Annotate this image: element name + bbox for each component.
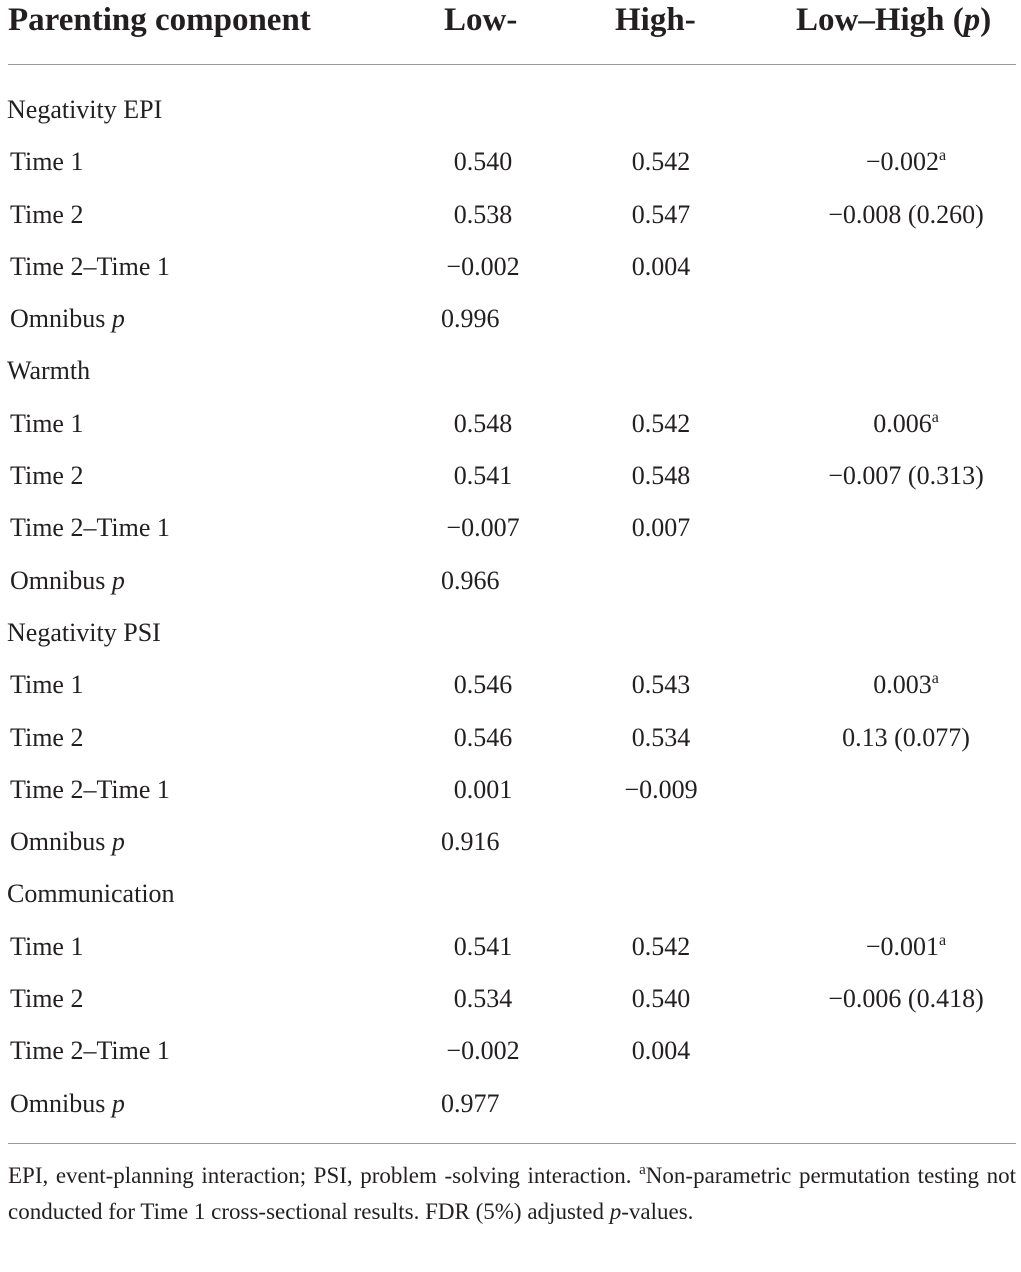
low-value: 0.534 [453, 984, 513, 1014]
low-value: 0.538 [453, 199, 513, 229]
omnibus-p-value: 0.996 [441, 304, 500, 334]
table-row [0, 189, 1021, 241]
low-high-difference [780, 136, 1021, 188]
low-value: 0.546 [453, 670, 513, 700]
high-value: 0.004 [631, 251, 691, 281]
omnibus-p-symbol: p [111, 1088, 125, 1118]
footnote-marker: a [939, 147, 947, 165]
low-value: 0.541 [453, 461, 513, 491]
footnote-marker: a [931, 670, 939, 688]
row-label: Time 2 [10, 461, 84, 491]
table-row [0, 1025, 1021, 1077]
omnibus-p-value: 0.966 [441, 565, 500, 595]
group-title: Warmth [7, 356, 91, 386]
table-row [0, 398, 1021, 450]
footnote-marker: a [939, 931, 947, 949]
omnibus-label [10, 1078, 125, 1130]
high-value: 0.547 [631, 199, 691, 229]
column-header-high: High- [615, 2, 696, 38]
omnibus-p-symbol: p [111, 565, 125, 595]
difference-value: −0.007 (0.313) [828, 461, 984, 491]
footnote-text-note: Non-parametric permutation testing not conducted for Time 1 cross-sectional results. FDR (5%) adjusted [8, 1163, 1016, 1224]
row-label: Time 1 [10, 408, 84, 438]
column-header-parenting-component: Parenting component [8, 2, 311, 38]
omnibus-label [10, 555, 125, 607]
low-high-difference [780, 921, 1021, 973]
low-high-difference [780, 189, 1021, 241]
omnibus-text: Omnibus [10, 565, 106, 595]
omnibus-row [0, 1078, 1021, 1130]
header-divider [8, 64, 1016, 65]
omnibus-label [10, 816, 125, 868]
high-value: 0.542 [631, 147, 691, 177]
difference-value: −0.001 [865, 931, 940, 961]
row-label: Time 2–Time 1 [10, 1036, 170, 1066]
omnibus-row [0, 555, 1021, 607]
high-value: 0.004 [631, 1036, 691, 1066]
high-value: 0.543 [631, 670, 691, 700]
table-row [0, 659, 1021, 711]
column-header-p-symbol: p [963, 2, 981, 38]
low-value: −0.002 [446, 1036, 520, 1066]
low-high-difference [780, 398, 1021, 450]
column-header-low: Low- [444, 2, 518, 38]
table-body [0, 84, 1021, 1130]
row-label: Time 1 [10, 670, 84, 700]
footnote-text-abbrev: EPI, event-planning interaction; PSI, problem -solving interaction. [8, 1163, 640, 1188]
omnibus-p-value: 0.916 [441, 827, 500, 857]
group-title: Negativity PSI [7, 617, 161, 647]
difference-value: −0.008 (0.260) [828, 199, 984, 229]
column-header-close-paren: ) [980, 2, 992, 38]
table-row [0, 450, 1021, 502]
high-value: 0.007 [631, 513, 691, 543]
table-footnote [8, 1158, 1016, 1230]
omnibus-text: Omnibus [10, 304, 106, 334]
difference-value: 0.003 [873, 670, 932, 700]
table-row [0, 241, 1021, 293]
low-value: 0.548 [453, 408, 513, 438]
low-value: −0.007 [446, 513, 520, 543]
omnibus-p-symbol: p [111, 827, 125, 857]
footnote-p-symbol: p [609, 1199, 622, 1224]
row-label: Time 1 [10, 931, 84, 961]
row-label: Time 2 [10, 984, 84, 1014]
table-row [0, 921, 1021, 973]
omnibus-p-symbol: p [111, 304, 125, 334]
table-row [0, 502, 1021, 554]
group-title: Communication [7, 879, 175, 909]
difference-value: 0.006 [873, 408, 932, 438]
column-header-low-high-p [796, 2, 991, 39]
low-value: 0.540 [453, 147, 513, 177]
high-value: 0.548 [631, 461, 691, 491]
column-header-diff-text: Low–High ( [796, 2, 964, 38]
footer-divider [8, 1143, 1016, 1144]
difference-value: −0.006 (0.418) [828, 984, 984, 1014]
difference-value: −0.002 [865, 147, 940, 177]
omnibus-text: Omnibus [10, 827, 106, 857]
row-label: Time 2–Time 1 [10, 774, 170, 804]
row-label: Time 2–Time 1 [10, 251, 170, 281]
group-title: Negativity EPI [7, 95, 163, 124]
omnibus-row [0, 293, 1021, 345]
difference-value: 0.13 (0.077) [842, 722, 970, 752]
row-label: Time 2 [10, 199, 84, 229]
table-header [0, 0, 1021, 46]
high-value: 0.542 [631, 931, 691, 961]
table-row [0, 973, 1021, 1025]
row-label: Time 2 [10, 722, 84, 752]
omnibus-text: Omnibus [10, 1088, 106, 1118]
row-label: Time 1 [10, 147, 84, 177]
omnibus-label [10, 293, 125, 345]
low-value: 0.546 [453, 722, 513, 752]
table-row [0, 764, 1021, 816]
footnote-text-end: -values. [621, 1199, 694, 1224]
low-value: 0.541 [453, 931, 513, 961]
footnote-marker: a [931, 408, 939, 426]
low-high-difference [780, 659, 1021, 711]
high-value: 0.534 [631, 722, 691, 752]
low-high-difference [780, 712, 1021, 764]
high-value: −0.009 [624, 774, 698, 804]
footnote-superscript: a [639, 1162, 646, 1178]
low-value: 0.001 [453, 774, 513, 804]
high-value: 0.542 [631, 408, 691, 438]
low-value: −0.002 [446, 251, 520, 281]
low-high-difference [780, 973, 1021, 1025]
table-row [0, 712, 1021, 764]
omnibus-p-value: 0.977 [441, 1088, 500, 1118]
omnibus-row [0, 816, 1021, 868]
table-row [0, 136, 1021, 188]
row-label: Time 2–Time 1 [10, 513, 170, 543]
high-value: 0.540 [631, 984, 691, 1014]
low-high-difference [780, 450, 1021, 502]
